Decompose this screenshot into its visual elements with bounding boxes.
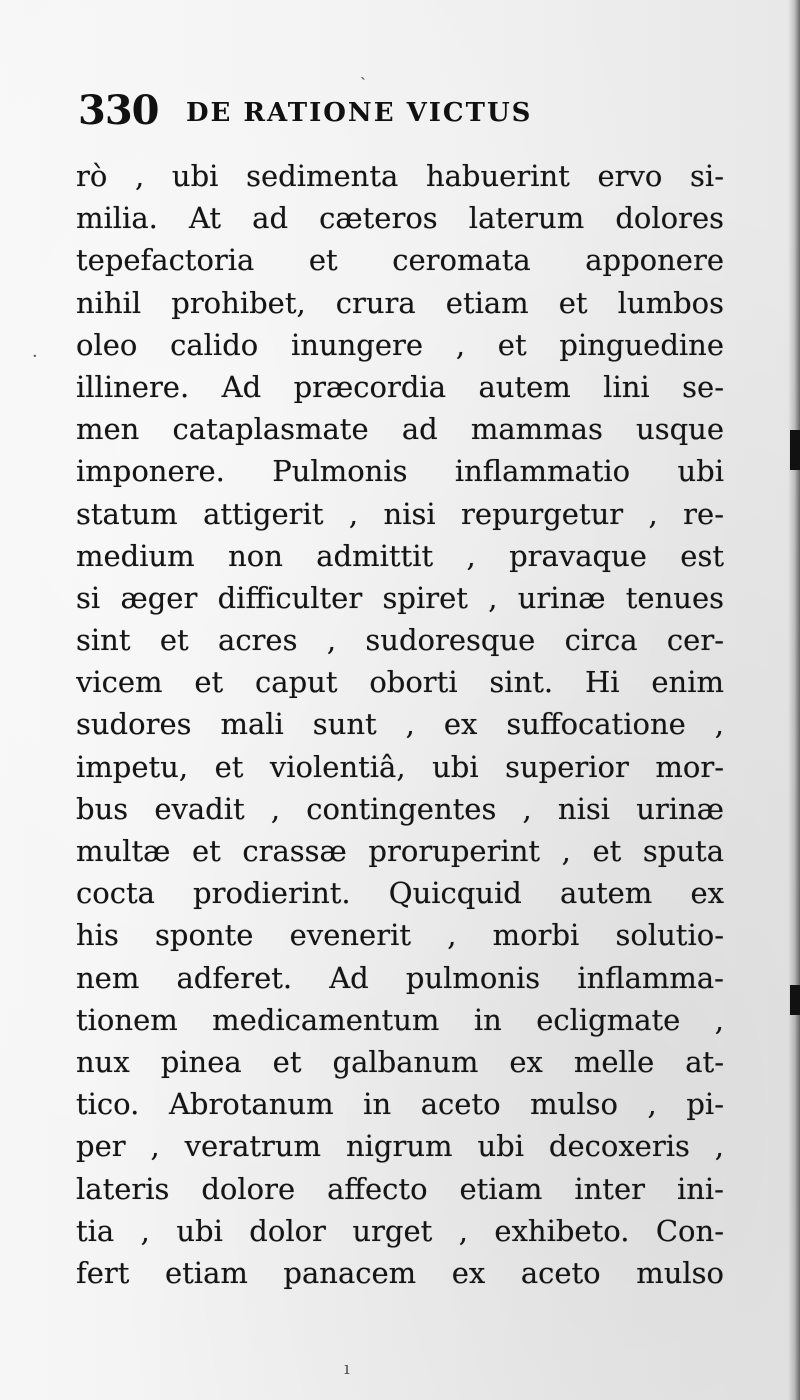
page-number: 330	[78, 87, 159, 134]
text-line: cocta prodierint. Quicquid autem ex	[76, 876, 724, 911]
text-line: sudores mali sunt , ex suffocatione ,	[76, 707, 724, 742]
text-line: statum attigerit , nisi repurgetur , re-	[76, 496, 724, 531]
text-line: men cataplasmate ad mammas usque	[76, 412, 724, 447]
text-line: tepefactoria et ceromata apponere	[76, 243, 724, 278]
text-line: vicem et caput oborti sint. Hi enim	[76, 665, 724, 700]
text-line: lateris dolore affecto etiam inter ini-	[76, 1171, 724, 1206]
text-line: imponere. Pulmonis inflammatio ubi	[76, 454, 724, 489]
text-line: bus evadit , contingentes , nisi urinæ	[76, 791, 724, 826]
text-line: multæ et crassæ proruperint , et sputa	[76, 834, 724, 868]
text-line: rò , ubi sedimenta habuerint ervo si-	[76, 159, 724, 193]
text-line: fert etiam panacem ex aceto mulso	[76, 1255, 724, 1290]
text-line: tico. Abrotanum in aceto mulso , pi-	[76, 1087, 724, 1122]
body-text	[76, 155, 724, 1294]
text-line: tionem medicamentum in ecligmate ,	[76, 1002, 724, 1037]
page-edge-shadow	[788, 0, 800, 1400]
text-line: per , veratrum nigrum ubi decoxeris ,	[76, 1129, 724, 1164]
running-title: DE RATIONE VICTUS	[186, 98, 533, 128]
text-line: nem adferet. Ad pulmonis inflamma-	[76, 960, 724, 995]
text-line: oleo calido inungere , et pinguedine	[76, 327, 724, 362]
text-line: medium non admittit , pravaque est	[76, 538, 724, 573]
text-line: sint et acres , sudoresque circa cer-	[76, 623, 724, 658]
book-page: · ı ˎ 330 DE RATIONE VICTUS rò , ubi sedimenta habuerint ervo si- milia. At ad cæteros laterum dolores tepefactoria et ceromata apponere nihil prohibet, crura etiam et lumbos oleo calido inungere , et pinguedine illinere. Ad præcordia autem lini se- men cataplasmate ad mammas usque imponere. Pulmonis inflammatio ubi statum attigerit , nisi repurgetur , re- medium non admittit , pravaque est si æger difficulter spiret , urinæ tenues sint et acres , sudoresque circa cer- vicem et caput oborti sint. Hi enim sudores mali sunt , ex suffocatione , impetu, et violentiâ, ubi superior mor- bus evadit , contingentes , nisi urinæ multæ et crassæ proruperint , et sputa cocta prodierint. Quicquid autem ex his sponte evenerit , morbi solutio- nem adferet. Ad pulmonis inflamma- tionem medicamentum in ecligmate , nux pinea et galbanum ex melle at- tico. Abrotanum in aceto mulso , pi- per , veratrum nigrum ubi decoxeris , lateris dolore affecto etiam inter ini- tia , ubi dolor urget , exhibeto. Con- fert etiam panacem ex aceto mulso	[0, 0, 800, 1400]
text-line: impetu, et violentiâ, ubi superior mor-	[76, 749, 724, 784]
page-header	[78, 88, 718, 138]
text-line: his sponte evenerit , morbi solutio-	[76, 918, 724, 953]
text-line: illinere. Ad præcordia autem lini se-	[76, 369, 724, 404]
text-line: milia. At ad cæteros laterum dolores	[76, 201, 724, 236]
text-line: tia , ubi dolor urget , exhibeto. Con-	[76, 1213, 724, 1248]
text-line: nihil prohibet, crura etiam et lumbos	[76, 285, 724, 320]
text-line: nux pinea et galbanum ex melle at-	[76, 1044, 724, 1079]
text-line: si æger difficulter spiret , urinæ tenues	[76, 580, 724, 615]
